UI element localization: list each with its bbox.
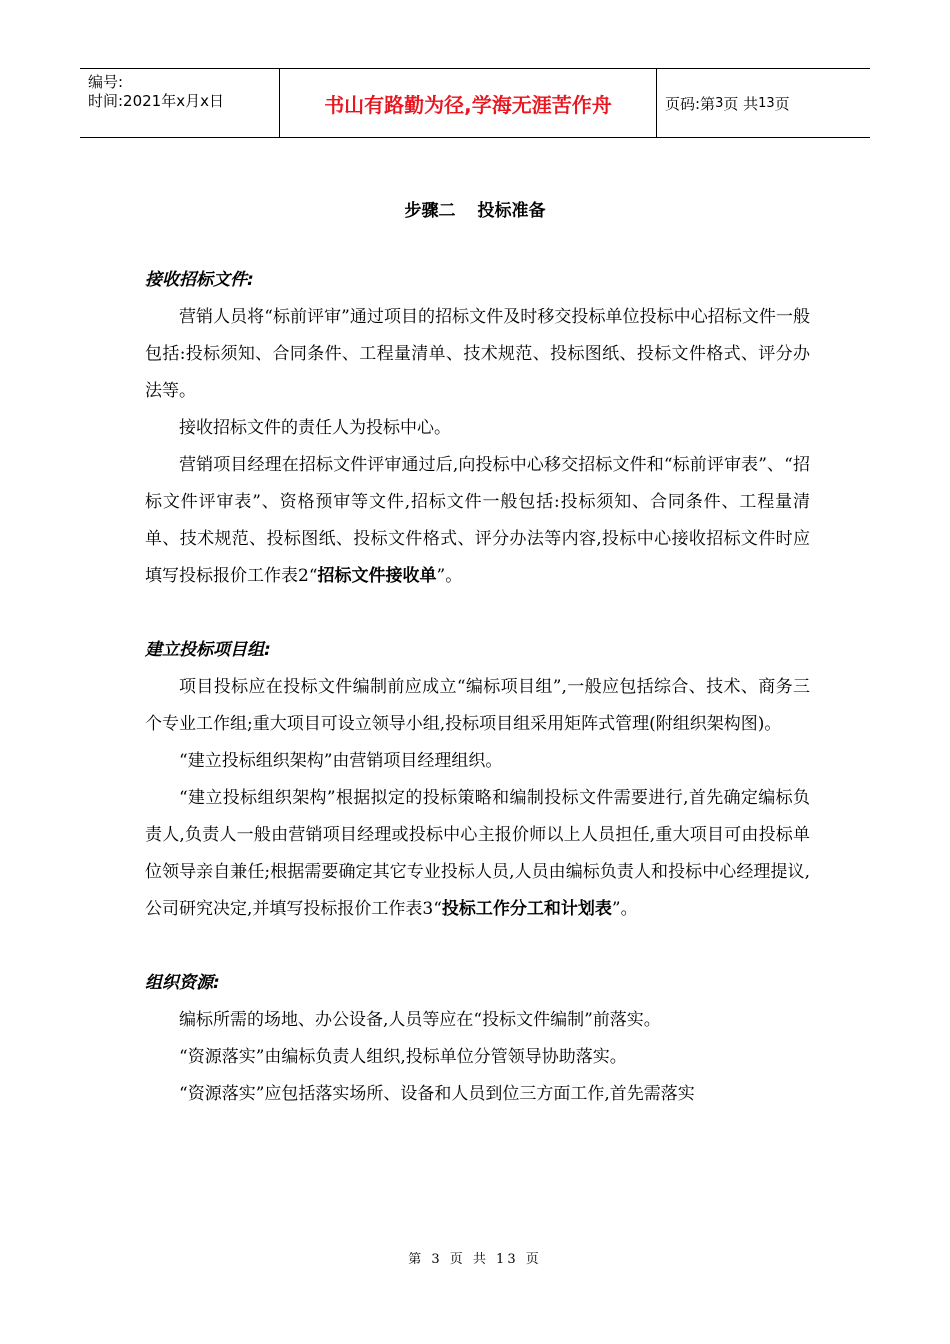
paragraph: 编标所需的场地、办公设备,人员等应在“投标文件编制”前落实。: [179, 1010, 661, 1030]
page-current-number: 3: [715, 95, 724, 111]
document-number-label: 编号:: [88, 73, 124, 91]
header-table: [80, 68, 870, 138]
paragraph: “资源落实”应包括落实场所、设备和人员到位三方面工作,首先需落实: [179, 1084, 695, 1104]
paragraph: 营销人员将“标前评审”通过项目的招标文件及时移交投标单位投标中心招标文件一般包括:投标须知、合同条件、工程量清单、技术规范、投标图纸、投标文件格式、评分办法等。: [145, 307, 810, 401]
page-total-number: 13: [758, 95, 775, 111]
paragraph: 接收招标文件的责任人为投标中心。: [179, 418, 451, 438]
bold-form-name: 投标工作分工和计划表: [441, 899, 612, 919]
document-body: [145, 262, 810, 1113]
header-page-info: [657, 69, 870, 137]
header-info-cell: [80, 69, 280, 137]
paragraph: “建立投标组织架构”根据拟定的投标策略和编制投标文件需要进行,首先确定编标负责人,负责人一般由营销项目经理或投标中心主报价师以上人员担任,重大项目可由投标单位领导亲自兼任;根据需要确定其它专业投标人员,人员由编标负责人和投标中心经理提议,公司研究决定,并填写投标报价工作表3“投标工作分工和计划表”。: [145, 788, 810, 919]
paragraph: 营销项目经理在招标文件评审通过后,向投标中心移交招标文件和“标前评审表”、“招标文件评审表”、资格预审等文件,招标文件一般包括:投标须知、合同条件、工程量清单、技术规范、投标图纸、投标文件格式、评分办法等内容,投标中心接收招标文件时应填写投标报价工作表2“招标文件接收单”。: [145, 455, 810, 586]
title-step: 步骤二: [404, 201, 456, 221]
page-label-suffix: 页: [774, 94, 790, 113]
page-label-mid: 页 共: [723, 94, 759, 113]
title-name: 投标准备: [477, 201, 546, 221]
paragraph: “建立投标组织架构”由营销项目经理组织。: [179, 751, 503, 771]
document-time-label: 时间:2021年x月x日: [88, 92, 224, 110]
paragraph: “资源落实”由编标负责人组织,投标单位分管领导协助落实。: [179, 1047, 627, 1067]
section-heading-receive: 接收招标文件:: [145, 270, 254, 290]
paragraph: 项目投标应在投标文件编制前应成立“编标项目组”,一般应包括综合、技术、商务三个专业工作组;重大项目可设立领导小组,投标项目组采用矩阵式管理(附组织架构图)。: [145, 677, 810, 734]
page-title: [0, 196, 950, 221]
page-label-prefix: 页码:第: [665, 94, 716, 113]
header-motto: 书山有路勤为径,学海无涯苦作舟: [280, 69, 657, 137]
section-heading-resources: 组织资源:: [145, 973, 220, 993]
bold-form-name: 招标文件接收单: [317, 566, 437, 586]
page-footer: 第 3 页 共 13 页: [408, 1252, 542, 1267]
section-heading-team: 建立投标项目组:: [145, 640, 271, 660]
